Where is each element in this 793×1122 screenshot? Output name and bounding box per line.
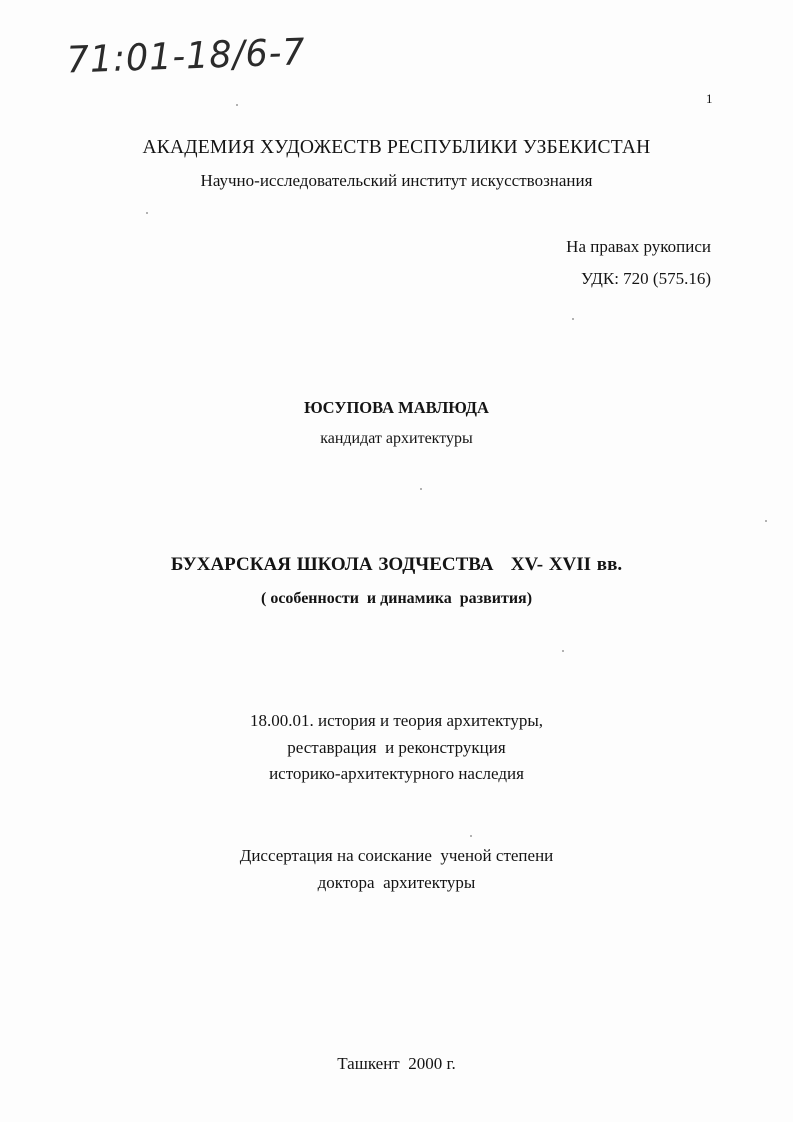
specialty-line-1: 18.00.01. история и теория архитектуры,: [249, 711, 544, 730]
author-degree: кандидат архитектуры: [320, 430, 473, 447]
specialty-line-2: реставрация и реконструкция: [287, 738, 506, 757]
scan-speck: [146, 212, 148, 214]
dissertation-line-1: Диссертация на соискание ученой степени: [239, 846, 554, 865]
scan-speck: [562, 650, 564, 652]
scan-speck: [572, 318, 574, 320]
specialty-line-3: историко-архитектурного наследия: [269, 764, 524, 783]
scan-speck: [236, 104, 238, 106]
page-number: 1: [706, 91, 713, 106]
scan-speck: [470, 835, 472, 837]
handwritten-archive-code: 71:01-18/6-7: [66, 31, 307, 82]
academy-name: АКАДЕМИЯ ХУДОЖЕСТВ РЕСПУБЛИКИ УЗБЕКИСТАН: [142, 137, 651, 158]
thesis-subtitle: ( особенности и динамика развития): [260, 590, 533, 607]
scan-speck: [420, 488, 422, 490]
author-name: ЮСУПОВА МАВЛЮДА: [304, 398, 489, 417]
institute-name: Научно-исследовательский институт искусствознания: [200, 171, 593, 190]
dissertation-line-2: доктора архитектуры: [317, 873, 476, 892]
udc-code: УДК: 720 (575.16): [580, 269, 711, 288]
manuscript-rights: На правах рукописи: [566, 237, 711, 256]
place-and-year: Ташкент 2000 г.: [337, 1054, 456, 1073]
thesis-title: БУХАРСКАЯ ШКОЛА ЗОДЧЕСТВА XV- XVII вв.: [170, 554, 623, 575]
scan-speck: [765, 520, 767, 522]
